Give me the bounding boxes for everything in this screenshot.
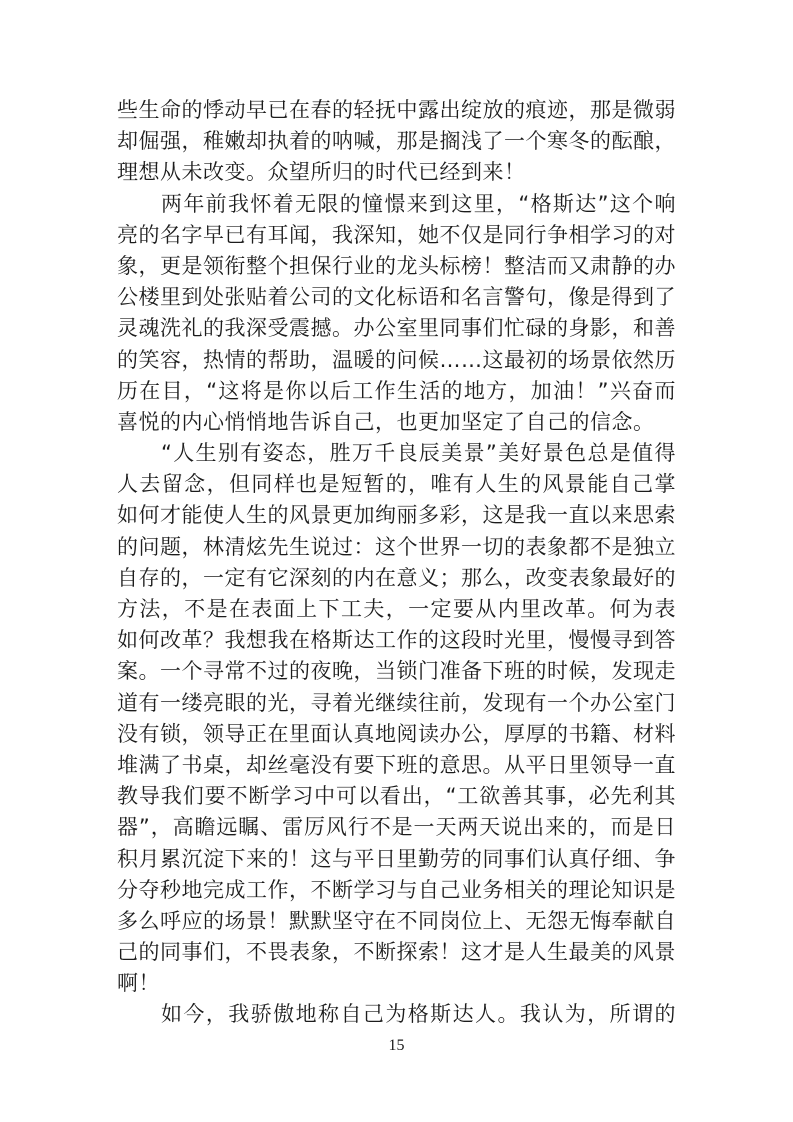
text-line: 没有锁，领导正在里面认真地阅读办公，厚厚的书籍、材料 [117, 721, 676, 746]
text-line: 些生命的悸动早已在春的轻抚中露出绽放的痕迹，那是微弱 [117, 98, 676, 122]
text-line: 喜悦的内心悄悄地告诉自己，也更加坚定了自己的信念。 [117, 409, 655, 434]
document-body [117, 95, 676, 1031]
text-line: 道有一缕亮眼的光，寻着光继续往前，发现有一个办公室门 [117, 690, 676, 715]
text-line: 却倔强，稚嫩却执着的呐喊，那是搁浅了一个寒冬的酝酿， [117, 129, 676, 154]
text-line: 的问题，林清炫先生说过：这个世界一切的表象都不是独立 [117, 534, 676, 559]
text-line: “人生别有姿态，胜万千良辰美景”美好景色总是值得 [161, 441, 676, 466]
text-line: 堆满了书桌，却丝毫没有要下班的意思。从平日里领导一直 [117, 752, 676, 777]
text-line: 人去留念，但同样也是短暂的，唯有人生的风景能自己掌 [117, 472, 676, 497]
text-line: 象，更是领衔整个担保行业的龙头标榜！整洁而又肃静的办 [117, 253, 676, 278]
text-line: 如今，我骄傲地称自己为格斯达人。我认为，所谓的 [161, 1002, 676, 1027]
text-line: 案。一个寻常不过的夜晚，当锁门准备下班的时候，发现走 [117, 659, 676, 684]
text-line: 亮的名字早已有耳闻，我深知，她不仅是同行争相学习的对 [117, 222, 676, 247]
text-line: 两年前我怀着无限的憧憬来到这里，“格斯达”这个响 [161, 191, 676, 216]
text-line: 理想从未改变。众望所归的时代已经到来！ [117, 160, 526, 185]
text-line: 己的同事们，不畏表象，不断探索！这才是人生最美的风景 [117, 940, 676, 965]
text-line: 器”，高瞻远瞩、雷厉风行不是一天两天说出来的，而是日 [117, 815, 676, 840]
text-line: 的笑容，热情的帮助，温暖的问候……这最初的场景依然历 [117, 347, 676, 372]
text-line: 分夺秒地完成工作，不断学习与自己业务相关的理论知识是 [117, 877, 676, 902]
text-line: 积月累沉淀下来的！这与平日里勤劳的同事们认真仔细、争 [117, 846, 676, 871]
text-line: 自存的，一定有它深刻的内在意义；那么，改变表象最好的 [117, 565, 676, 590]
text-line: 如何才能使人生的风景更加绚丽多彩，这是我一直以来思索 [117, 503, 676, 528]
text-line: 公楼里到处张贴着公司的文化标语和名言警句，像是得到了 [117, 285, 676, 310]
text-line: 多么呼应的场景！默默坚守在不同岗位上、无怨无悔奉献自 [117, 908, 676, 933]
text-line: 历在目，“这将是你以后工作生活的地方，加油！”兴奋而 [117, 378, 676, 403]
text-line: 方法，不是在表面上下工夫，一定要从内里改革。何为表 [117, 597, 676, 621]
text-line: 教导我们要不断学习中可以看出，“工欲善其事，必先利其 [117, 784, 676, 809]
text-line: 如何改革？我想我在格斯达工作的这段时光里，慢慢寻到答 [117, 628, 676, 653]
text-line: 啊！ [117, 971, 160, 996]
text-line: 灵魂洗礼的我深受震撼。办公室里同事们忙碌的身影，和善 [117, 316, 676, 341]
page-number: 15 [388, 1037, 405, 1054]
